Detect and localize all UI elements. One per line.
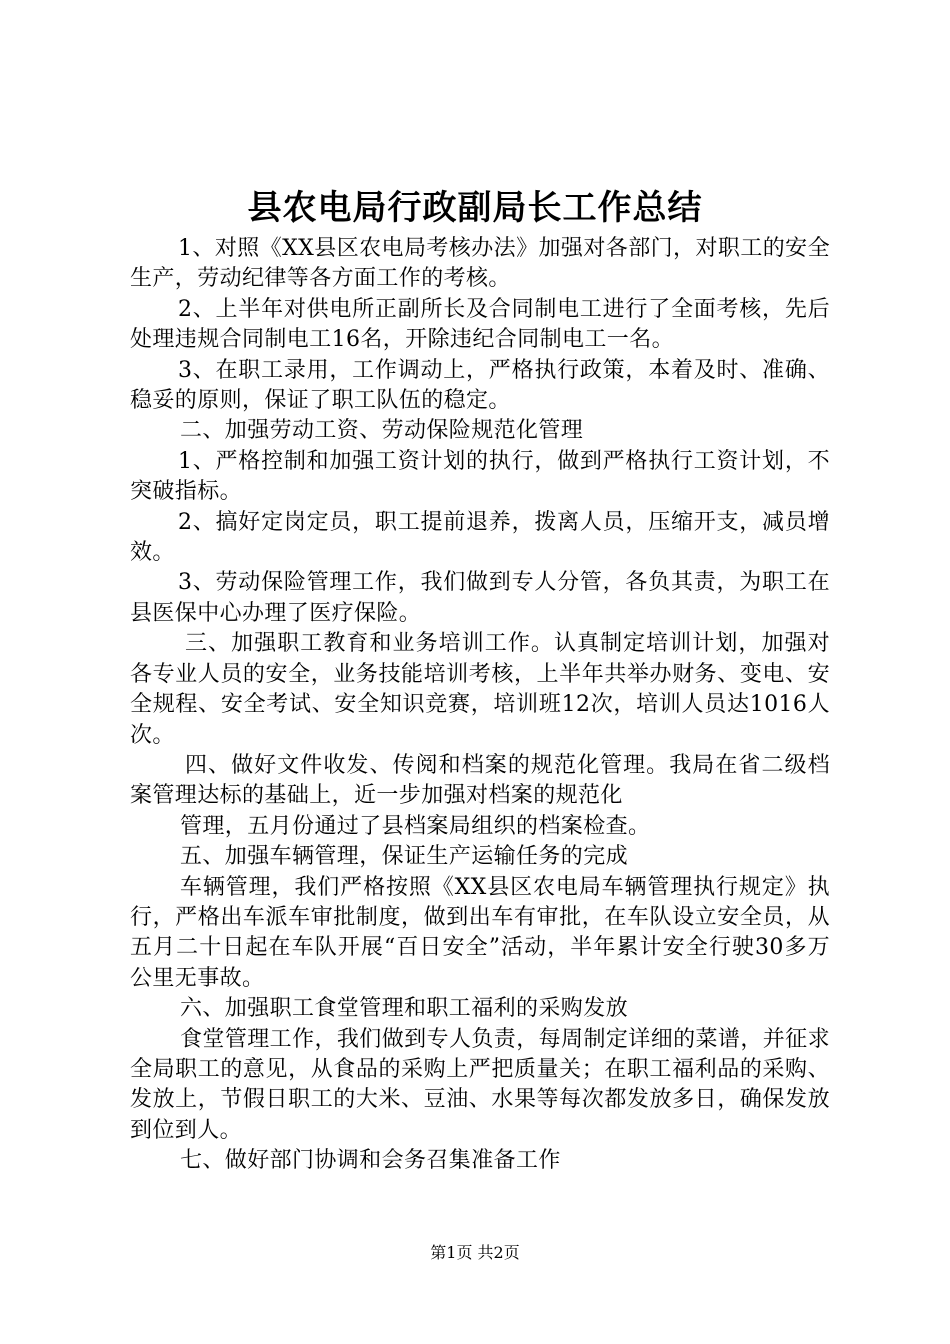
paragraph-14: 食堂管理工作，我们做到专人负责，每周制定详细的菜谱，并征求全局职工的意见，从食品的采购上严把质量关；在职工福利品的采购、发放上，节假日职工的大米、豆油、水果等每次都发放多日，确保发放到位到人。 bbox=[130, 1026, 830, 1143]
section-heading-3: 三、加强职工教育和业务培训工作。认真制定培训计划，加强对各专业人员的安全，业务技能培训考核，上半年共举办财务、变电、安全规程、安全考试、安全知识竞赛，培训班12次，培训人员达1016人次。 bbox=[130, 631, 830, 748]
paragraph-5: 1、严格控制和加强工资计划的执行，做到严格执行工资计划，不突破指标。 bbox=[130, 448, 830, 505]
document-body bbox=[130, 234, 830, 1177]
paragraph-1: 1、对照《XX县区农电局考核办法》加强对各部门，对职工的安全生产，劳动纪律等各方面工作的考核。 bbox=[130, 236, 830, 292]
section-heading-2: 二、加强劳动工资、劳动保险规范化管理 bbox=[180, 418, 584, 444]
paragraph-2: 2、上半年对供电所正副所长及合同制电工进行了全面考核，先后处理违规合同制电工16名，开除违纪合同制电工一名。 bbox=[130, 296, 830, 353]
section-heading-5: 五、加强车辆管理，保证生产运输任务的完成 bbox=[180, 844, 629, 870]
section-heading-7: 七、做好部门协调和会务召集准备工作 bbox=[180, 1148, 561, 1174]
page-footer: 第1页 共2页 bbox=[430, 1243, 520, 1262]
paragraph-12: 车辆管理，我们严格按照《XX县区农电局车辆管理执行规定》执行，严格出车派车审批制度，做到出车有审批，在车队设立安全员，从五月二十日起在车队开展“百日安全”活动，半年累计安全行驶30多万公里无事故。 bbox=[130, 874, 830, 991]
document-title: 县农电局行政副局长工作总结 bbox=[247, 188, 703, 228]
paragraph-6: 2、搞好定岗定员，职工提前退养，拨离人员，压缩开支，减员增效。 bbox=[130, 509, 830, 566]
section-heading-6: 六、加强职工食堂管理和职工福利的采购发放 bbox=[180, 996, 629, 1022]
paragraph-3: 3、在职工录用，工作调动上，严格执行政策，本着及时、准确、稳妥的原则，保证了职工队伍的稳定。 bbox=[130, 357, 830, 414]
paragraph-10: 管理，五月份通过了县档案局组织的档案检查。 bbox=[180, 813, 651, 839]
paragraph-7: 3、劳动保险管理工作，我们做到专人分管，各负其责，为职工在县医保中心办理了医疗保险。 bbox=[130, 570, 830, 626]
section-heading-4: 四、做好文件收发、传阅和档案的规范化管理。我局在省二级档案管理达标的基础上，近一步加强对档案的规范化 bbox=[130, 752, 830, 809]
